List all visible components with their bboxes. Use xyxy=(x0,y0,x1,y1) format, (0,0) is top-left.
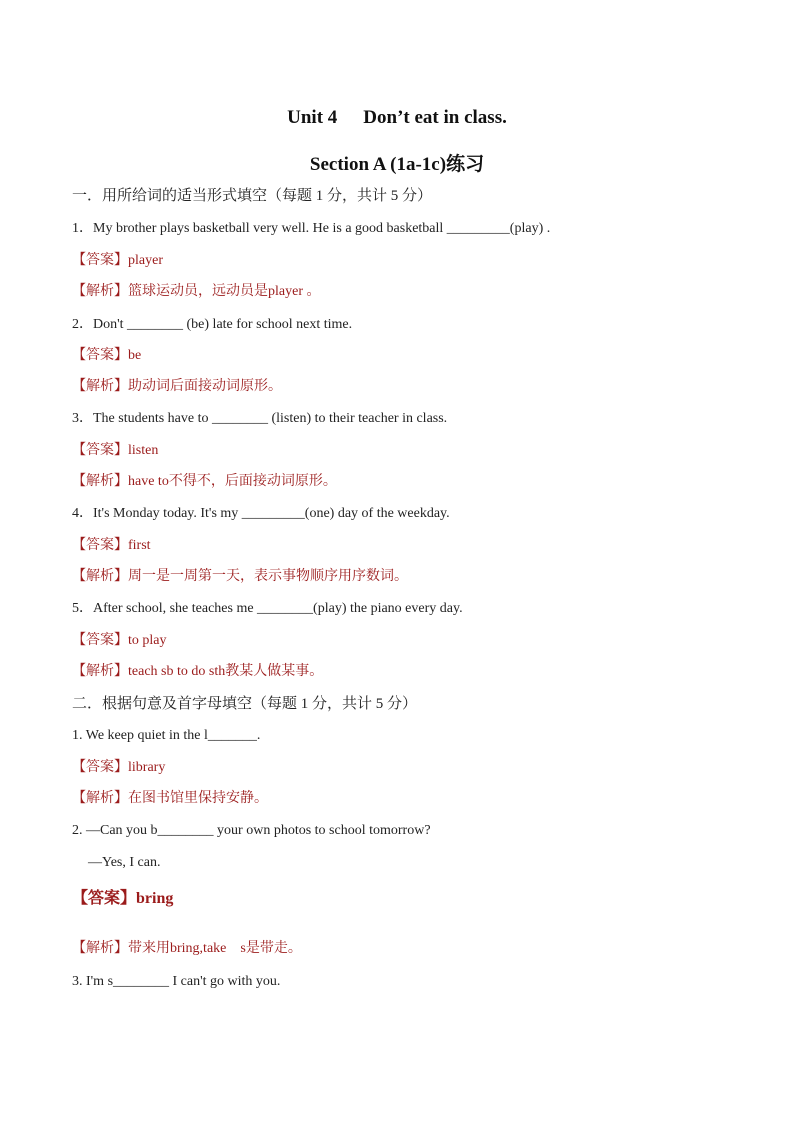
section1-explain-2 xyxy=(72,378,282,396)
section1-question-4: 4．It's Monday today. It's my _________(one) day of the weekday. xyxy=(72,506,450,521)
section1-answer-3 xyxy=(72,442,158,460)
section1-explain-3 xyxy=(72,473,337,491)
answer-tag: 【答案】 xyxy=(72,760,128,775)
answer-value: bring xyxy=(136,890,174,907)
section2-heading: 二．根据句意及首字母填空（每题 1 分，共计 5 分） xyxy=(72,696,418,712)
section1-question-2: 2．Don't ________ (be) late for school next time. xyxy=(72,317,353,332)
explain-value: 在图书馆里保持安静。 xyxy=(128,791,268,806)
explain-value: 周一是一周第一天，表示事物顺序用序数词。 xyxy=(128,569,408,584)
section1-heading: 一．用所给词的适当形式填空（每题 1 分，共计 5 分） xyxy=(72,188,433,204)
section1-answer-4 xyxy=(72,537,151,555)
explain-value: have to不得不，后面接动词原形。 xyxy=(128,474,337,489)
page-subtitle: Section A (1a-1c)练习 xyxy=(309,154,485,175)
answer-tag: 【答案】 xyxy=(72,253,128,268)
answer-tag: 【答案】 xyxy=(72,633,128,648)
section1-explain-5 xyxy=(72,663,323,681)
section1-answer-1 xyxy=(72,252,163,270)
section1-explain-1 xyxy=(72,283,320,301)
explain-tag: 【解析】 xyxy=(72,284,128,299)
explain-tag: 【解析】 xyxy=(72,569,128,584)
answer-value: listen xyxy=(128,443,159,458)
section2-question-3: 3. I'm s________ I can't go with you. xyxy=(72,974,281,989)
explain-tag: 【解析】 xyxy=(72,379,128,394)
explain-tag: 【解析】 xyxy=(72,664,128,679)
section1-question-3: 3．The students have to ________ (listen) to their teacher in class. xyxy=(72,411,448,426)
section1-question-5: 5．After school, she teaches me ________(play) the piano every day. xyxy=(72,601,463,616)
section2-question-1: 1. We keep quiet in the l_______. xyxy=(72,728,261,743)
answer-value: first xyxy=(128,538,151,553)
answer-tag: 【答案】 xyxy=(72,443,128,458)
section1-question-1: 1．My brother plays basketball very well. He is a good basketball _________(play) . xyxy=(72,221,551,236)
section2-explain-1 xyxy=(72,790,268,808)
explain-value: 带来用bring,take s是带走。 xyxy=(128,941,302,956)
explain-value: 篮球运动员，远动员是player 。 xyxy=(128,284,321,299)
answer-value: to play xyxy=(128,633,167,648)
answer-value: be xyxy=(128,348,142,363)
section2-explain-2 xyxy=(72,940,302,958)
section2-question-2-reply: —Yes, I can. xyxy=(88,855,161,870)
page-title xyxy=(0,107,794,129)
explain-tag: 【解析】 xyxy=(72,941,128,956)
explain-value: 助动词后面接动词原形。 xyxy=(128,379,282,394)
explain-tag: 【解析】 xyxy=(72,791,128,806)
answer-value: library xyxy=(128,760,166,775)
section2-answer-1 xyxy=(72,759,165,777)
answer-tag: 【答案】 xyxy=(72,890,137,907)
explain-tag: 【解析】 xyxy=(72,474,128,489)
title-unit: Unit 4 xyxy=(287,107,338,128)
explain-value: teach sb to do sth教某人做某事。 xyxy=(128,664,324,679)
section1-explain-4 xyxy=(72,568,408,586)
title-rest: Don’t eat in class. xyxy=(363,107,507,128)
section1-answer-2 xyxy=(72,347,141,365)
answer-tag: 【答案】 xyxy=(72,348,128,363)
section2-answer-2 xyxy=(72,890,173,908)
answer-value: player xyxy=(128,253,163,268)
section1-answer-5 xyxy=(72,632,167,650)
section2-question-2: 2. —Can you b________ your own photos to school tomorrow? xyxy=(72,823,431,838)
answer-tag: 【答案】 xyxy=(72,538,128,553)
